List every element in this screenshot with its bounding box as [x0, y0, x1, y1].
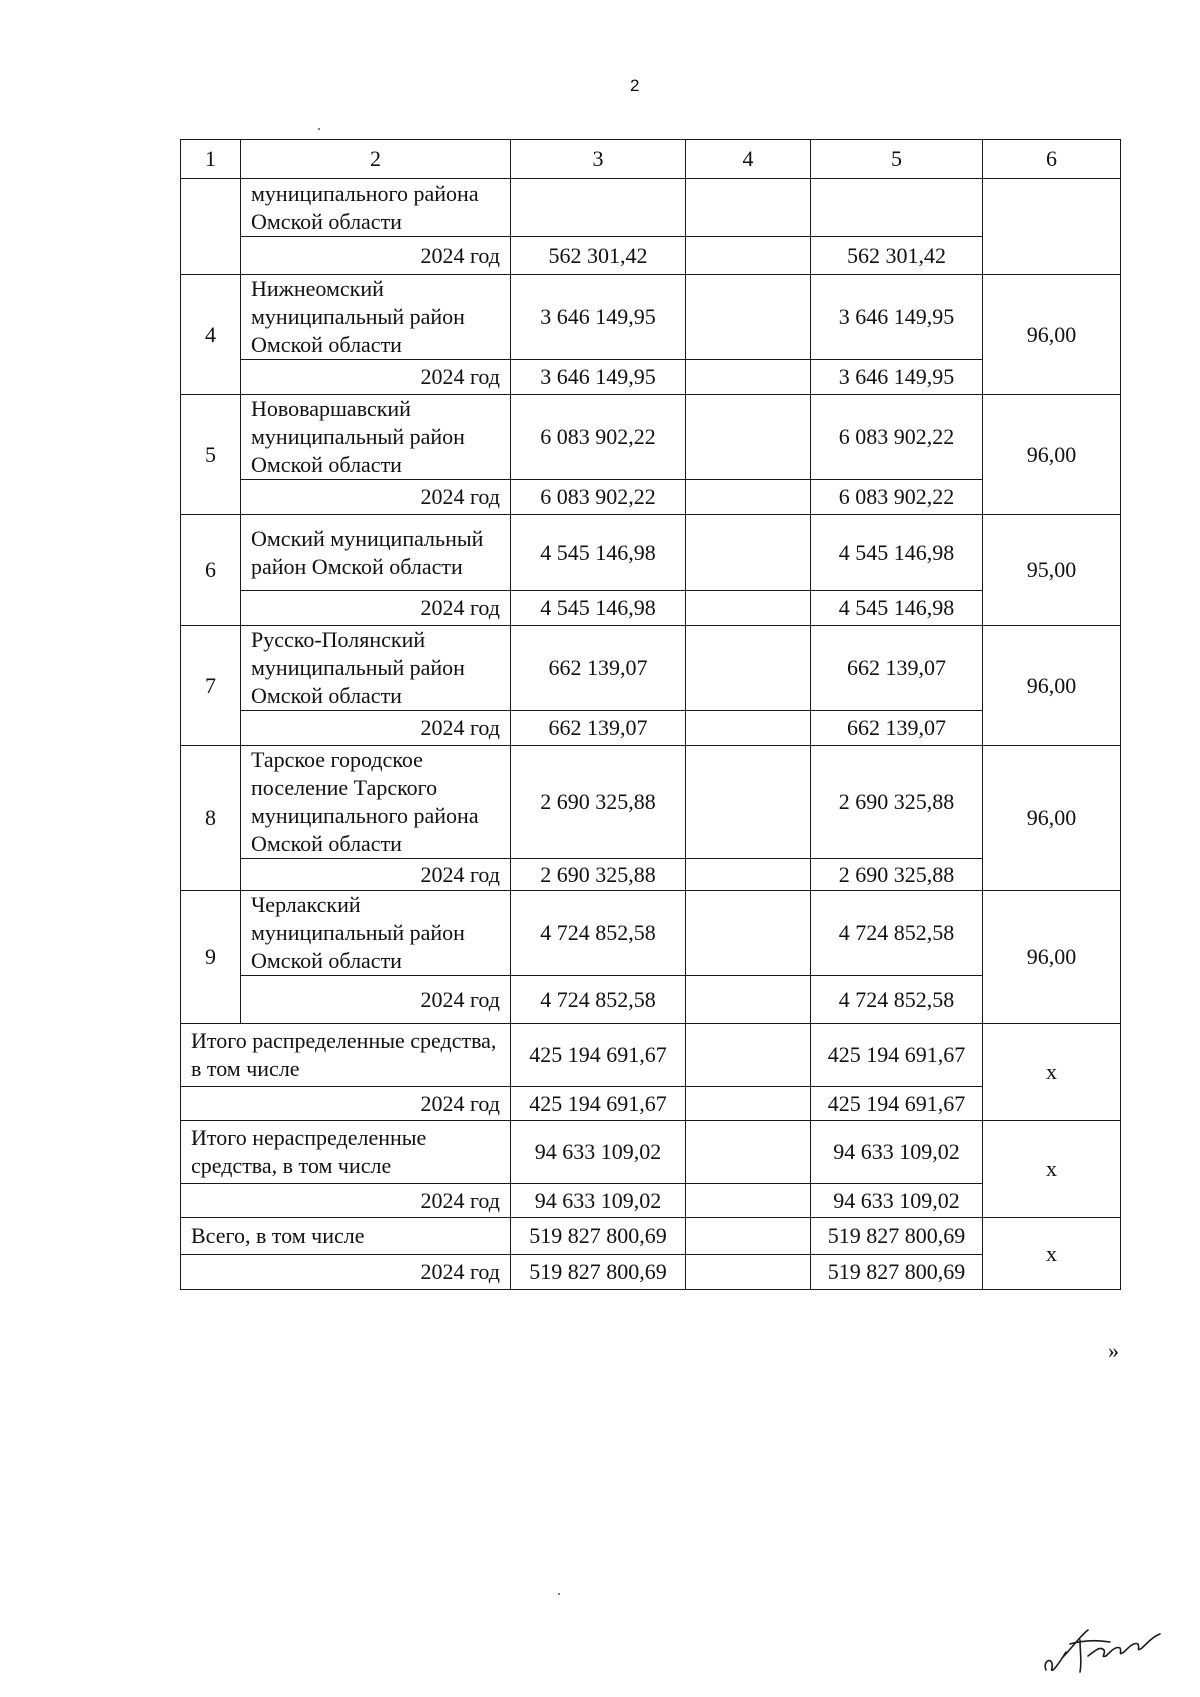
row-number: 9 — [181, 891, 241, 1024]
totals-label: Итого нераспределенные средства, в том числе — [181, 1121, 511, 1184]
scan-speck — [558, 1593, 560, 1595]
not-applicable-mark: х — [983, 1024, 1121, 1121]
total-year-col4 — [686, 1087, 811, 1121]
totals-row — [181, 1024, 1121, 1087]
year-amount-col4 — [686, 976, 811, 1024]
table-row — [181, 626, 1121, 711]
total-col5: 519 827 800,69 — [811, 1218, 983, 1255]
header-cell: 6 — [983, 140, 1121, 179]
percent-cell — [983, 179, 1121, 275]
totals-row — [181, 1218, 1121, 1255]
municipality-name: Тарское городское поселение Тарского муниципального района Омской области — [241, 746, 511, 859]
year-amount-col4 — [686, 237, 811, 275]
table-row-year — [181, 711, 1121, 746]
percent-cell: 96,00 — [983, 746, 1121, 891]
table-row — [181, 395, 1121, 480]
scan-speck — [318, 128, 320, 130]
amount-col3: 4 545 146,98 — [511, 515, 686, 591]
totals-row — [181, 1121, 1121, 1184]
year-amount-col3: 4 724 852,58 — [511, 976, 686, 1024]
total-year-col4 — [686, 1255, 811, 1290]
municipality-name: Нововаршавский муниципальный район Омской области — [241, 395, 511, 480]
year-amount-col3: 4 545 146,98 — [511, 591, 686, 626]
amount-col3: 3 646 149,95 — [511, 275, 686, 360]
total-year-col5: 94 633 109,02 — [811, 1184, 983, 1218]
amount-col3: 662 139,07 — [511, 626, 686, 711]
percent-cell: 96,00 — [983, 891, 1121, 1024]
table-row — [181, 891, 1121, 976]
municipality-name: Черлакский муниципальный район Омской области — [241, 891, 511, 976]
percent-cell: 95,00 — [983, 515, 1121, 626]
totals-label: Итого распределенные средства, в том числе — [181, 1024, 511, 1087]
table-row-year — [181, 976, 1121, 1024]
year-label: 2024 год — [181, 1184, 511, 1218]
totals-row-year — [181, 1255, 1121, 1290]
totals-row-year — [181, 1087, 1121, 1121]
table-row-year — [181, 360, 1121, 395]
total-col3: 425 194 691,67 — [511, 1024, 686, 1087]
total-year-col3: 425 194 691,67 — [511, 1087, 686, 1121]
year-label: 2024 год — [241, 711, 511, 746]
amount-col5: 3 646 149,95 — [811, 275, 983, 360]
amount-col5: 662 139,07 — [811, 626, 983, 711]
year-label: 2024 год — [181, 1087, 511, 1121]
table-row — [181, 275, 1121, 360]
year-amount-col3: 662 139,07 — [511, 711, 686, 746]
amount-col5: 4 545 146,98 — [811, 515, 983, 591]
year-amount-col3: 2 690 325,88 — [511, 859, 686, 891]
totals-label: Всего, в том числе — [181, 1218, 511, 1255]
year-amount-col5: 4 724 852,58 — [811, 976, 983, 1024]
percent-cell: 96,00 — [983, 395, 1121, 515]
amount-col4 — [686, 626, 811, 711]
total-col4 — [686, 1024, 811, 1087]
amount-col3: 4 724 852,58 — [511, 891, 686, 976]
total-col4 — [686, 1121, 811, 1184]
year-amount-col3: 562 301,42 — [511, 237, 686, 275]
total-year-col4 — [686, 1184, 811, 1218]
table-row — [181, 179, 1121, 237]
year-amount-col5: 6 083 902,22 — [811, 480, 983, 515]
year-label: 2024 год — [241, 591, 511, 626]
amount-col4 — [686, 746, 811, 859]
budget-table — [180, 139, 1121, 1290]
row-number: 5 — [181, 395, 241, 515]
total-col4 — [686, 1218, 811, 1255]
table-row — [181, 515, 1121, 591]
signature-icon — [1040, 1600, 1170, 1680]
year-label: 2024 год — [241, 480, 511, 515]
table-row-year — [181, 591, 1121, 626]
row-number: 4 — [181, 275, 241, 395]
total-year-col5: 519 827 800,69 — [811, 1255, 983, 1290]
amount-col4 — [686, 891, 811, 976]
percent-cell: 96,00 — [983, 626, 1121, 746]
municipality-name: Омский муниципальный район Омской области — [241, 515, 511, 591]
year-label: 2024 год — [241, 859, 511, 891]
total-col5: 425 194 691,67 — [811, 1024, 983, 1087]
year-amount-col5: 662 139,07 — [811, 711, 983, 746]
header-cell: 1 — [181, 140, 241, 179]
not-applicable-mark: х — [983, 1218, 1121, 1290]
header-cell: 4 — [686, 140, 811, 179]
year-amount-col4 — [686, 859, 811, 891]
year-label: 2024 год — [181, 1255, 511, 1290]
closing-quote: » — [1108, 1338, 1119, 1363]
amount-col4 — [686, 395, 811, 480]
year-label: 2024 год — [241, 237, 511, 275]
total-col5: 94 633 109,02 — [811, 1121, 983, 1184]
amount-col3: 6 083 902,22 — [511, 395, 686, 480]
amount-col5: 4 724 852,58 — [811, 891, 983, 976]
total-col3: 519 827 800,69 — [511, 1218, 686, 1255]
year-label: 2024 год — [241, 976, 511, 1024]
totals-row-year — [181, 1184, 1121, 1218]
table-row-year — [181, 859, 1121, 891]
year-label: 2024 год — [241, 360, 511, 395]
table-header-row — [181, 140, 1121, 179]
table-row — [181, 746, 1121, 859]
header-cell: 3 — [511, 140, 686, 179]
amount-col4 — [686, 275, 811, 360]
year-amount-col4 — [686, 591, 811, 626]
not-applicable-mark: х — [983, 1121, 1121, 1218]
row-number: 8 — [181, 746, 241, 891]
page-number: 2 — [630, 76, 640, 95]
amount-col3: 2 690 325,88 — [511, 746, 686, 859]
year-amount-col5: 3 646 149,95 — [811, 360, 983, 395]
municipality-name: Русско-Полянский муниципальный район Омской области — [241, 626, 511, 711]
amount-col5: 6 083 902,22 — [811, 395, 983, 480]
year-amount-col4 — [686, 480, 811, 515]
amount-col4 — [686, 515, 811, 591]
table-row-year — [181, 237, 1121, 275]
municipality-name: муниципального района Омской области — [241, 179, 511, 237]
year-amount-col5: 2 690 325,88 — [811, 859, 983, 891]
amount-col3 — [511, 179, 686, 237]
year-amount-col3: 3 646 149,95 — [511, 360, 686, 395]
row-number-cell — [181, 179, 241, 275]
amount-col5: 2 690 325,88 — [811, 746, 983, 859]
row-number: 7 — [181, 626, 241, 746]
municipality-name: Нижнеомский муниципальный район Омской области — [241, 275, 511, 360]
year-amount-col3: 6 083 902,22 — [511, 480, 686, 515]
total-col3: 94 633 109,02 — [511, 1121, 686, 1184]
total-year-col3: 519 827 800,69 — [511, 1255, 686, 1290]
percent-cell: 96,00 — [983, 275, 1121, 395]
header-cell: 2 — [241, 140, 511, 179]
year-amount-col5: 562 301,42 — [811, 237, 983, 275]
amount-col4 — [686, 179, 811, 237]
amount-col5 — [811, 179, 983, 237]
year-amount-col4 — [686, 711, 811, 746]
year-amount-col4 — [686, 360, 811, 395]
header-cell: 5 — [811, 140, 983, 179]
total-year-col3: 94 633 109,02 — [511, 1184, 686, 1218]
table-row-year — [181, 480, 1121, 515]
year-amount-col5: 4 545 146,98 — [811, 591, 983, 626]
row-number: 6 — [181, 515, 241, 626]
total-year-col5: 425 194 691,67 — [811, 1087, 983, 1121]
